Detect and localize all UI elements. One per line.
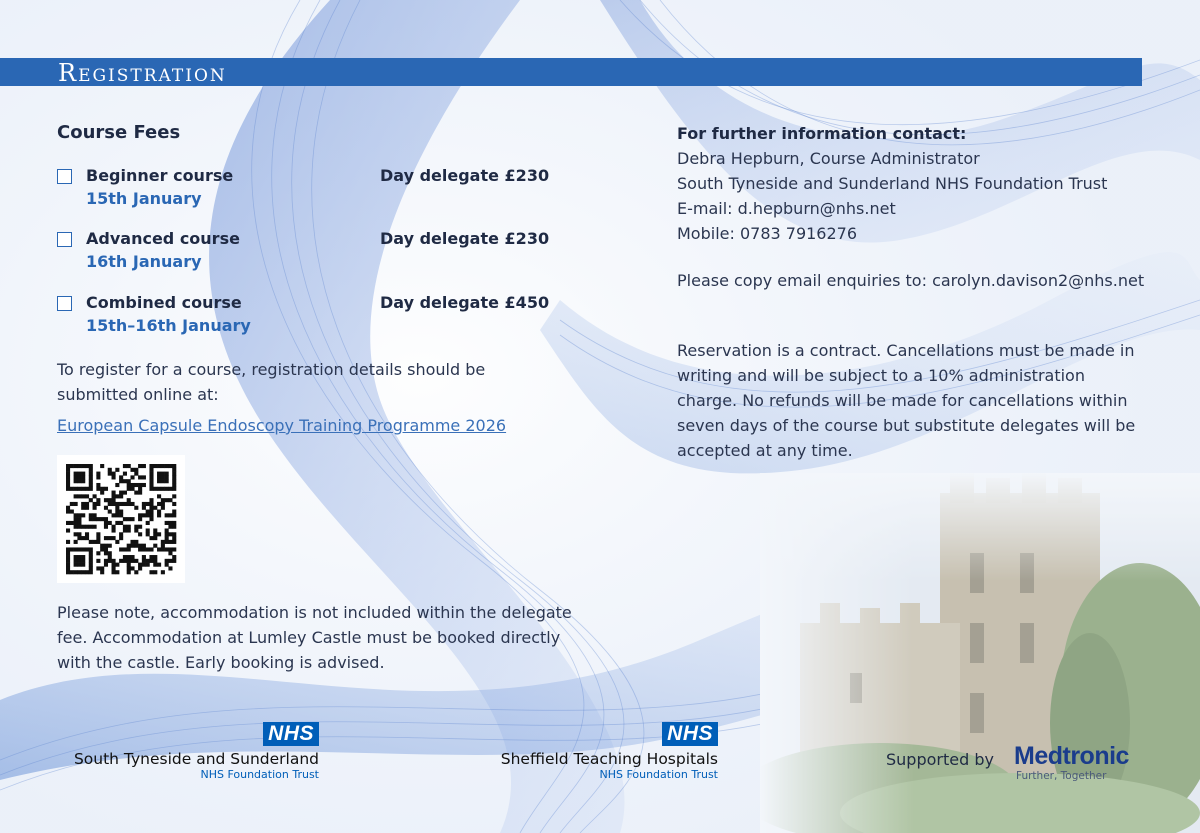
course-fee: Day delegate £230 bbox=[380, 166, 550, 185]
copy-enquiries-text: Please copy email enquiries to: carolyn.davison2@nhs.net bbox=[677, 271, 1145, 290]
logo-org-name: South Tyneside and Sunderland bbox=[73, 750, 319, 768]
contact-email[interactable]: E-mail: d.hepburn@nhs.net bbox=[677, 199, 896, 218]
combined-checkbox[interactable] bbox=[57, 296, 72, 311]
page-title: Registration bbox=[58, 59, 227, 87]
course-date: 15th–16th January bbox=[86, 316, 251, 335]
cancellation-policy: Reservation is a contract. Cancellations must be made in writing and will be subject to a 10% administration charge. No refunds will be made for cancellations within seven days of the course but substitute delegates will be accepted at any time. bbox=[677, 341, 1136, 460]
course-fees-heading: Course Fees bbox=[57, 122, 181, 143]
lumley-castle-image bbox=[760, 473, 1200, 833]
course-name: Advanced course bbox=[86, 229, 240, 248]
contact-name: Debra Hepburn, Course Administrator bbox=[677, 149, 980, 168]
logo-trust-name: NHS Foundation Trust bbox=[200, 768, 319, 781]
nhs-logo-icon: NHS bbox=[662, 722, 718, 746]
contact-heading: For further information contact: bbox=[677, 124, 967, 143]
contact-details bbox=[677, 146, 1167, 246]
title-bar bbox=[0, 58, 1142, 86]
course-fee: Day delegate £450 bbox=[380, 293, 550, 312]
course-fee: Day delegate £230 bbox=[380, 229, 550, 248]
course-name: Combined course bbox=[86, 293, 242, 312]
south-tyneside-logo bbox=[57, 722, 319, 781]
sponsor-name: Medtronic bbox=[1014, 742, 1129, 770]
medtronic-logo bbox=[1014, 742, 1129, 782]
sponsor-tagline: Further, Together bbox=[1016, 770, 1107, 782]
course-name: Beginner course bbox=[86, 166, 234, 185]
contact-mobile: Mobile: 0783 7916276 bbox=[677, 224, 858, 243]
contact-org: South Tyneside and Sunderland NHS Foundation Trust bbox=[677, 174, 1108, 193]
supported-by-label: Supported by bbox=[886, 750, 994, 769]
qr-code[interactable] bbox=[57, 455, 185, 583]
advanced-checkbox[interactable] bbox=[57, 232, 72, 247]
registration-link[interactable]: European Capsule Endoscopy Training Programme 2026 bbox=[57, 416, 507, 435]
course-date: 15th January bbox=[86, 189, 202, 208]
sheffield-logo bbox=[486, 722, 718, 781]
nhs-logo-icon: NHS bbox=[263, 722, 319, 746]
registration-instructions: To register for a course, registration details should be submitted online at: bbox=[57, 360, 486, 404]
beginner-checkbox[interactable] bbox=[57, 169, 72, 184]
course-date: 16th January bbox=[86, 252, 202, 271]
accommodation-note: Please note, accommodation is not included within the delegate fee. Accommodation at Lumley Castle must be booked directly with the castle. Early booking is advised. bbox=[57, 603, 572, 672]
logo-org-name: Sheffield Teaching Hospitals bbox=[500, 750, 718, 768]
logo-trust-name: NHS Foundation Trust bbox=[599, 768, 718, 781]
